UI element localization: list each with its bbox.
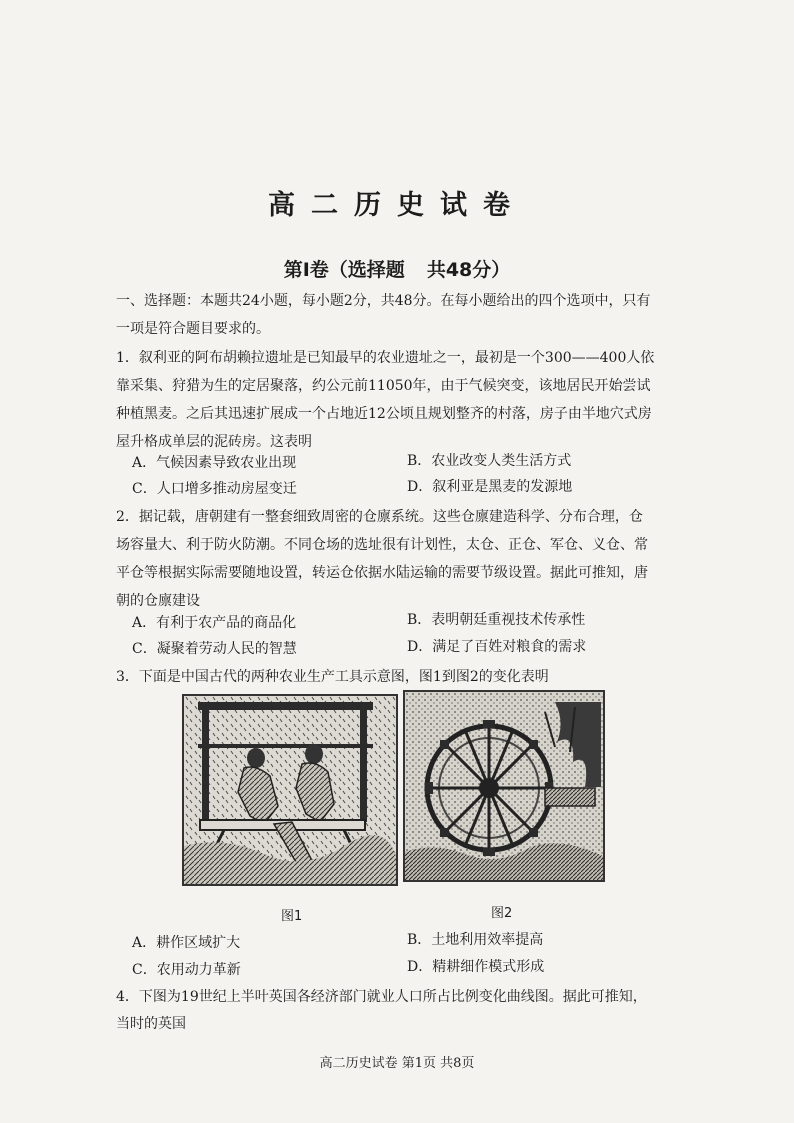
q4-stem-line-2: 当时的英国 [116, 1016, 186, 1032]
q2-stem-line-4: 朝的仓廪建设 [116, 593, 200, 609]
q1-stem-line-3: 种植黑麦。之后其迅速扩展成一个占地近12公顷且规划整齐的村落，房子由半地穴式房 [116, 406, 652, 422]
q2-option-b[interactable]: B．表明朝廷重视技术传承性 [407, 612, 586, 628]
q2-stem-line-2: 场容量大、利于防火防潮。不同仓场的选址很有计划性，太仓、正仓、军仓、义仓、常 [116, 537, 648, 553]
q3-option-c[interactable]: C．农用动力革新 [132, 962, 241, 978]
q1-stem-line-1: 1．叙利亚的阿布胡赖拉遗址是已知最早的农业遗址之一，最初是一个300——400人依 [116, 350, 655, 366]
q2-option-a[interactable]: A．有利于农产品的商品化 [132, 615, 297, 631]
q1-option-b[interactable]: B．农业改变人类生活方式 [407, 453, 572, 469]
exam-title: 高二历史试卷 [268, 190, 526, 221]
q3-option-b[interactable]: B．土地利用效率提高 [407, 932, 544, 948]
q1-option-c[interactable]: C．人口增多推动房屋变迁 [132, 481, 297, 497]
q2-option-d[interactable]: D．满足了百姓对粮食的需求 [407, 639, 587, 655]
q1-option-a[interactable]: A．气候因素导致农业出现 [132, 455, 297, 471]
figure-1-woodcut [184, 696, 396, 884]
q2-stem-line-3: 平仓等根据实际需要随地设置，转运仓依据水陆运输的需要节级设置。据此可推知，唐 [116, 565, 648, 581]
figure-2-woodcut [405, 692, 603, 880]
q3-option-a[interactable]: A．耕作区域扩大 [132, 935, 241, 951]
instructions-line-1: 一、选择题：本题共24小题，每小题2分，共48分。在每小题给出的四个选项中，只有 [116, 293, 651, 309]
q2-stem-line-1: 2．据记载，唐朝建有一整套细致周密的仓廪系统。这些仓廪建造科学、分布合理，仓 [116, 509, 643, 525]
section-score: 共48分） [426, 259, 511, 281]
q3-option-d[interactable]: D．精耕细作模式形成 [407, 959, 545, 975]
q1-stem-line-4: 屋升格成单层的泥砖房。这表明 [116, 434, 312, 450]
figure-2-image [403, 690, 605, 882]
page-footer: 高二历史试卷 第1页 共8页 [319, 1056, 475, 1071]
figure-1-image [182, 694, 398, 886]
figure-2-caption: 图2 [491, 906, 513, 921]
section-heading [0, 255, 794, 282]
q4-stem-line-1: 4．下图为19世纪上半叶英国各经济部门就业人口所占比例变化曲线图。据此可推知， [116, 989, 647, 1005]
q3-stem-line-1: 3．下面是中国古代的两种农业生产工具示意图，图1到图2的变化表明 [116, 669, 549, 685]
figure-1-caption: 图1 [281, 909, 303, 924]
section-part: 第Ⅰ卷（选择题 [283, 259, 405, 281]
instructions-line-2: 一项是符合题目要求的。 [116, 321, 270, 337]
q1-stem-line-2: 靠采集、狩猎为生的定居聚落，约公元前11050年，由于气候突变，该地居民开始尝试 [116, 378, 651, 394]
q2-option-c[interactable]: C．凝聚着劳动人民的智慧 [132, 641, 297, 657]
q1-option-d[interactable]: D．叙利亚是黑麦的发源地 [407, 479, 573, 495]
